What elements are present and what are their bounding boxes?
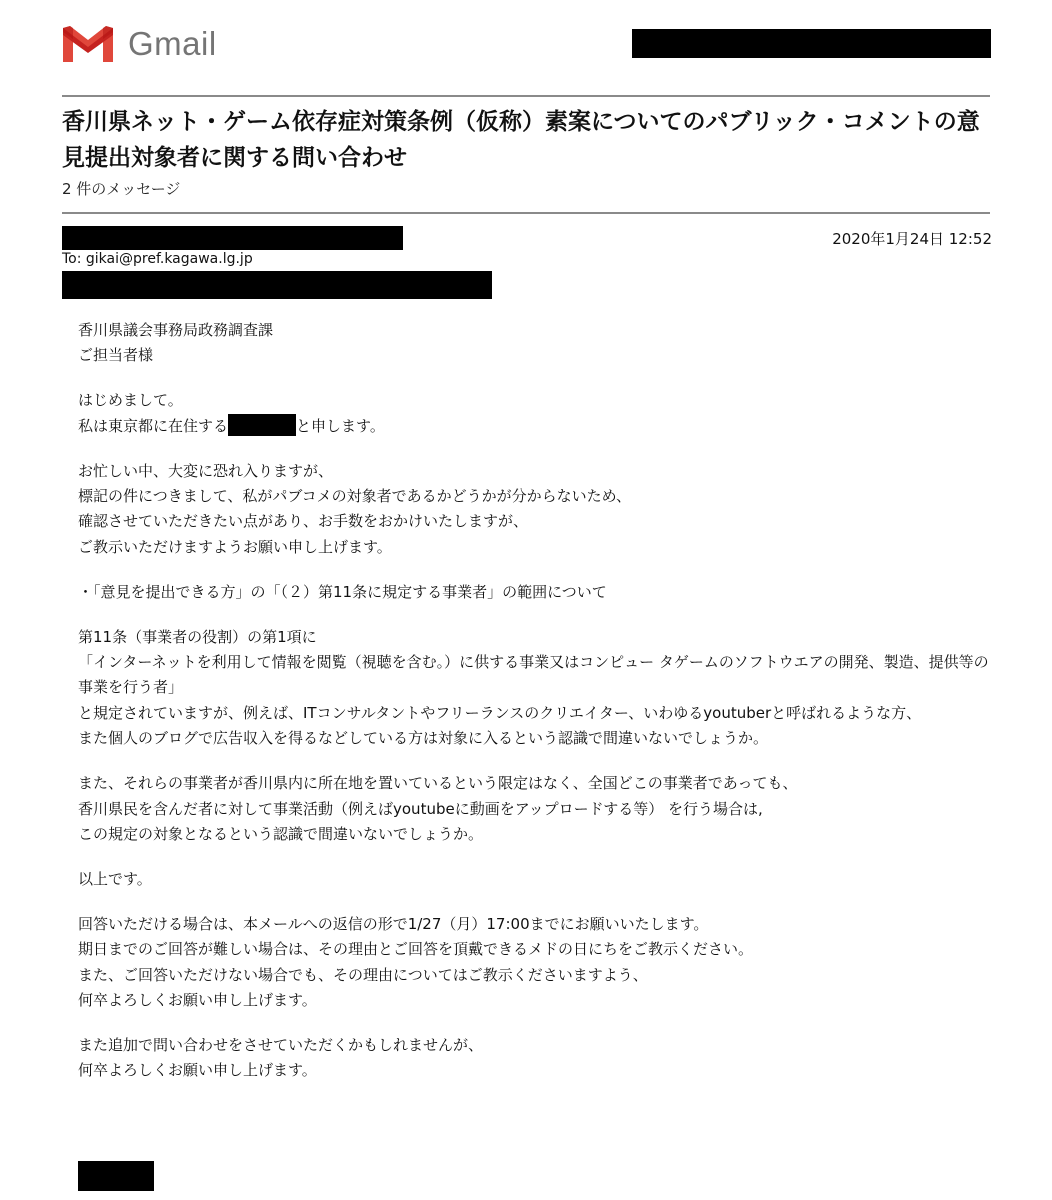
question-two-paragraph <box>78 771 998 847</box>
body-line: 何卒よろしくお願い申し上げます。 <box>78 991 317 1010</box>
body-line: と規定されていますが、例えば、ITコンサルタントやフリーランスのクリエイター、いわゆるyoutuberと呼ばれるような方、 <box>78 703 922 722</box>
email-body <box>78 318 998 1103</box>
request-paragraph <box>78 459 998 561</box>
redacted-signature <box>78 1161 154 1191</box>
deadline-paragraph <box>78 912 998 1014</box>
body-line: お忙しい中、大変に恐れ入りますが、 <box>78 461 334 480</box>
topic-paragraph <box>78 580 998 605</box>
greeting-paragraph <box>78 318 998 369</box>
body-line: この規定の対象となるという認識で間違いないでしょうか。 <box>78 825 484 843</box>
body-line: 期日までのご回答が難しい場合は、その理由とご回答を頂戴できるメドの日にちをご教示ください。 <box>78 940 754 959</box>
body-line: 標記の件につきまして、私がパブコメの対象者であるかどうかが分からないため、 <box>78 487 632 506</box>
body-line: 「インターネットを利用して情報を閲覧（視聴を含む。）に供する事業又はコンピュー タゲームのソフトウエアの開発、製造、提供等の事業を行う者」 <box>78 653 989 697</box>
redacted-account <box>632 29 991 58</box>
question-one-paragraph <box>78 625 998 752</box>
body-line: はじめまして。 <box>78 391 183 410</box>
final-paragraph <box>78 1033 998 1084</box>
body-line: 香川県議会事務局政務調査課 <box>78 321 274 339</box>
body-line: 何卒よろしくお願い申し上げます。 <box>78 1061 317 1080</box>
body-line: また個人のブログで広告収入を得るなどしている方は対象に入るという認識で間違いないでしょうか。 <box>78 729 769 748</box>
body-line: ・「意見を提出できる方」の「（２）第11条に規定する事業者」の範囲について <box>78 582 607 601</box>
closing-paragraph <box>78 867 998 892</box>
body-line: 第11条（事業者の役割）の第1項に <box>78 627 317 646</box>
gmail-wordmark: Gmail <box>128 25 217 62</box>
message-count: 2 件のメッセージ <box>62 180 181 198</box>
recipient-line: To: gikai@pref.kagawa.lg.jp <box>62 251 253 267</box>
header-divider <box>62 95 990 97</box>
email-subject: 香川県ネット・ゲーム依存症対策条例（仮称）素案についてのパブリック・コメントの意見提出対象者に関する問い合わせ <box>62 109 980 171</box>
body-line: また、ご回答いただけない場合でも、その理由についてはご教示くださいますよう、 <box>78 965 648 984</box>
body-line: 回答いただける場合は、本メールへの返信の形で1/27（月）17:00までにお願いいたします。 <box>78 914 709 933</box>
intro-paragraph <box>78 388 998 439</box>
body-line: 私は東京都に在住する と申します。 <box>78 414 998 439</box>
redacted-sender <box>62 226 403 250</box>
body-line: 確認させていただきたい点があり、お手数をおかけいたしますが、 <box>78 512 529 531</box>
body-line: また追加で問い合わせをさせていただくかもしれませんが、 <box>78 1035 484 1054</box>
body-line: また、それらの事業者が香川県内に所在地を置いているという限定はなく、全国どこの事業者であっても、 <box>78 774 798 793</box>
body-line: 香川県民を含んだ者に対して事業活動（例えばyoutubeに動画をアップロードする等） を行う場合は, <box>78 799 763 818</box>
body-line: ご教示いただけますようお願い申し上げます。 <box>78 537 392 556</box>
email-date: 2020年1月24日 12:52 <box>832 230 992 248</box>
body-line: ご担当者様 <box>78 346 154 365</box>
redacted-name <box>228 414 296 436</box>
body-line: 以上です。 <box>78 869 152 888</box>
gmail-envelope-icon <box>60 22 116 66</box>
subject-divider <box>62 212 990 214</box>
redacted-recipients <box>62 271 492 299</box>
gmail-logo <box>60 22 217 66</box>
